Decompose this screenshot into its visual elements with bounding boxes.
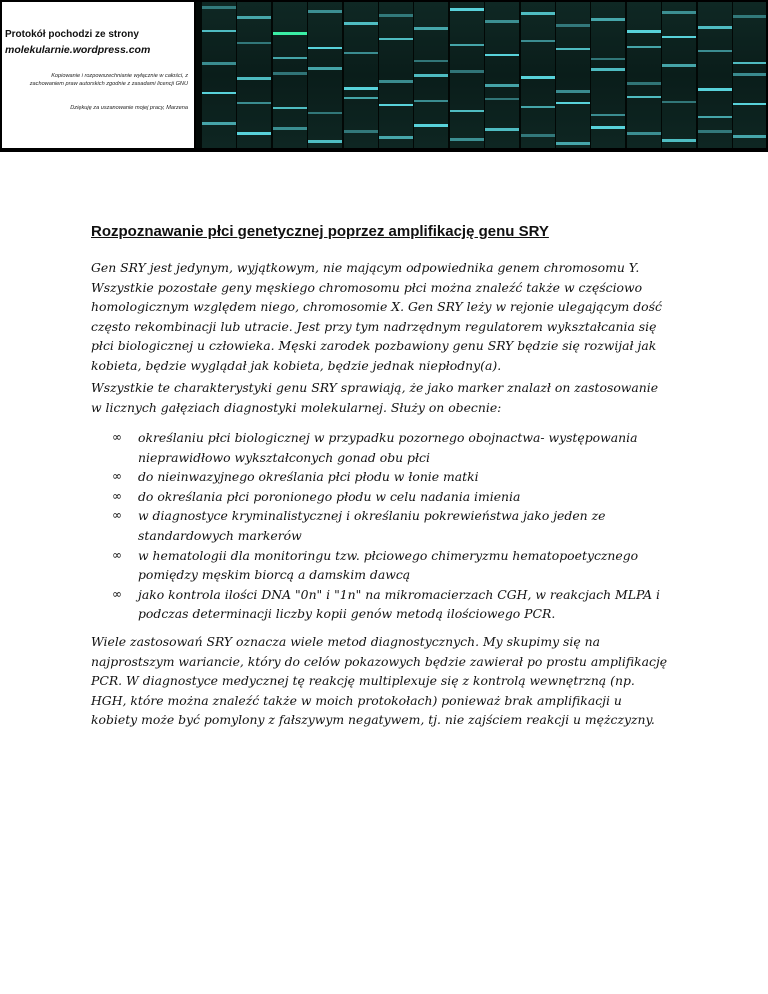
gel-band: [485, 84, 519, 87]
gel-band: [733, 62, 766, 64]
bullet-infinity-icon: ∞: [112, 508, 122, 523]
gel-lane: [308, 2, 342, 148]
gel-band: [202, 92, 236, 94]
bullet-infinity-icon: ∞: [112, 430, 122, 444]
gel-lane: [450, 2, 484, 148]
gel-band: [521, 40, 555, 42]
list-item-text: określaniu płci biologicznej w przypadku pozornego obojnactwa- występowania nieprawidłowo wykształconych gonad obu płci: [138, 430, 638, 465]
header-text-panel: [2, 2, 194, 148]
gel-lane: [379, 2, 413, 148]
gel-band: [485, 98, 519, 100]
gel-band: [450, 138, 484, 141]
gel-band: [591, 126, 625, 129]
gel-band: [733, 103, 766, 105]
gel-band: [379, 38, 413, 40]
gel-band: [627, 30, 661, 33]
gel-band: [698, 130, 732, 133]
gel-band: [450, 8, 484, 11]
gel-band: [591, 68, 625, 71]
gel-band: [273, 72, 307, 75]
gel-lane: [662, 2, 696, 148]
gel-band: [662, 11, 696, 14]
gel-band: [698, 50, 732, 52]
bullet-infinity-icon: ∞: [112, 469, 122, 484]
gel-lane: [591, 2, 625, 148]
gel-lane: [698, 2, 732, 148]
gel-band: [733, 73, 766, 76]
gel-band: [273, 32, 307, 35]
license-note: Kopiowanie i rozpowszechnianie wyłącznie w całości, z zachowaniem praw autorskich zgodnie z zasadami licencji GNU: [29, 73, 188, 87]
gel-band: [521, 134, 555, 137]
gel-band: [698, 26, 732, 29]
header-banner: [0, 0, 768, 152]
gel-band: [485, 128, 519, 131]
gel-band: [733, 15, 766, 18]
gel-band: [556, 102, 590, 104]
list-item: [112, 506, 677, 545]
gel-band: [308, 112, 342, 114]
gel-band: [237, 42, 271, 44]
gel-band: [237, 102, 271, 104]
list-item: [112, 467, 677, 487]
gel-band: [379, 104, 413, 106]
gel-lane: [414, 2, 448, 148]
bullet-infinity-icon: ∞: [112, 488, 122, 503]
gel-band: [521, 76, 555, 79]
bullet-infinity-icon: ∞: [112, 547, 122, 562]
gel-band: [521, 106, 555, 108]
list-item-text: do określania płci poronionego płodu w celu nadania imienia: [138, 488, 521, 504]
gel-lane: [202, 2, 236, 148]
gel-band: [379, 136, 413, 139]
gel-band: [521, 12, 555, 15]
gel-band: [414, 100, 448, 102]
list-item: [112, 585, 677, 624]
gel-band: [237, 16, 271, 19]
gel-band: [450, 110, 484, 112]
gel-band: [379, 80, 413, 83]
gel-band: [273, 127, 307, 130]
list-item-text: w hematologii dla monitoringu tzw. płciowego chimeryzmu hematopoetycznego pomiędzy męskim biorcą a damskim dawcą: [138, 547, 639, 583]
gel-band: [344, 52, 378, 54]
gel-band: [698, 88, 732, 91]
gel-band: [202, 62, 236, 65]
gel-lane: [556, 2, 590, 148]
page-title: Rozpoznawanie płci genetycznej poprzez amplifikację genu SRY: [91, 223, 549, 240]
intro-paragraph: Gen SRY jest jedynym, wyjątkowym, nie mającym odpowiednika genem chromosomu Y. Wszystkie pozostałe geny męskiego chromosomu płci można znaleźć także w częściowo homologicznym względem niego, chromosomie X. Gen SRY leży w rejonie ulegającym dość często rekombinacji lub utracie. Jest przy tym nadrzędnym regulatorem wykształcania się płci biologicznej u człowieka. Męski zarodek pozbawiony genu SRY będzie się rozwijał jak kobieta, będzie wyglądał jak kobieta, będzie jednak niepłodny(a).: [91, 260, 662, 373]
list-item: [112, 546, 677, 585]
thanks-note: Dziękuję za uszanowanie mojej pracy, Marzena: [70, 105, 188, 111]
gel-lane: [733, 2, 766, 148]
gel-band: [273, 57, 307, 59]
gel-band: [308, 140, 342, 143]
gel-band: [308, 67, 342, 70]
gel-band: [344, 97, 378, 99]
gel-band: [308, 10, 342, 13]
gel-lane: [521, 2, 555, 148]
site-url: molekularnie.wordpress.com: [5, 44, 151, 56]
gel-band: [662, 36, 696, 38]
gel-band: [662, 139, 696, 142]
gel-band: [414, 124, 448, 127]
gel-band: [344, 87, 378, 90]
gel-band: [485, 20, 519, 23]
gel-band: [344, 22, 378, 25]
gel-band: [202, 122, 236, 125]
gel-lane: [627, 2, 661, 148]
gel-band: [627, 132, 661, 135]
gel-band: [308, 47, 342, 49]
gel-band: [344, 130, 378, 133]
list-item-text: jako kontrola ilości DNA "0n" i "1n" na mikromacierzach CGH, w reakcjach MLPA i podczas determinacji liczby kopii genów metodą ilościowego PCR.: [138, 586, 661, 622]
gel-band: [627, 96, 661, 98]
gel-band: [237, 77, 271, 80]
gel-band: [414, 27, 448, 30]
gel-band: [485, 54, 519, 56]
bullet-infinity-icon: ∞: [112, 586, 122, 601]
list-item-text: do nieinwazyjnego określania płci płodu w łonie matki: [138, 469, 479, 485]
applications-list: [112, 428, 677, 624]
gel-band: [202, 30, 236, 32]
gel-lane: [273, 2, 307, 148]
gel-band: [591, 114, 625, 116]
dna-gel-electrophoresis-icon: [196, 2, 766, 148]
gel-band: [273, 107, 307, 109]
site-source-label: Protokół pochodzi ze strony: [5, 29, 139, 40]
gel-band: [556, 48, 590, 50]
list-item-text: w diagnostyce kryminalistycznej i określaniu pokrewieństwa jako jeden ze standardowych markerów: [138, 508, 606, 543]
gel-band: [450, 70, 484, 73]
gel-band: [698, 116, 732, 118]
gel-lane: [237, 2, 271, 148]
methods-paragraph: Wiele zastosowań SRY oznacza wiele metod diagnostycznych. My skupimy się na najprostszym wariancie, który do celów pokazowych będzie zawierał po prostu amplifikację PCR. W diagnostyce medycznej tę reakcję multiplexuje się z kontrolą wewnętrzną (np. HGH, które można znaleźć także w moich protokołach) ponieważ brak amplifikacji u kobiety może być pomylony z fałszywym negatywem, tj. nie zajściem reakcji u mężczyzny.: [91, 634, 668, 728]
gel-band: [556, 90, 590, 93]
gel-band: [556, 142, 590, 145]
gel-band: [379, 14, 413, 17]
gel-band: [556, 24, 590, 27]
gel-lane: [344, 2, 378, 148]
gel-band: [733, 135, 766, 138]
gel-band: [450, 44, 484, 46]
gel-band: [627, 46, 661, 48]
gel-band: [591, 18, 625, 21]
gel-band: [202, 6, 236, 9]
list-item: [112, 487, 677, 507]
gel-band: [414, 60, 448, 62]
list-item: [112, 428, 677, 467]
gel-band: [414, 74, 448, 77]
gel-band: [591, 58, 625, 60]
applications-intro-paragraph: Wszystkie te charakterystyki genu SRY sprawiają, że jako marker znalazł on zastosowanie w licznych gałęziach diagnostyki molekularnej. Służy on obecnie:: [91, 380, 659, 415]
gel-band: [662, 101, 696, 103]
gel-lane: [485, 2, 519, 148]
gel-band: [237, 132, 271, 135]
gel-band: [662, 64, 696, 67]
gel-band: [627, 82, 661, 85]
